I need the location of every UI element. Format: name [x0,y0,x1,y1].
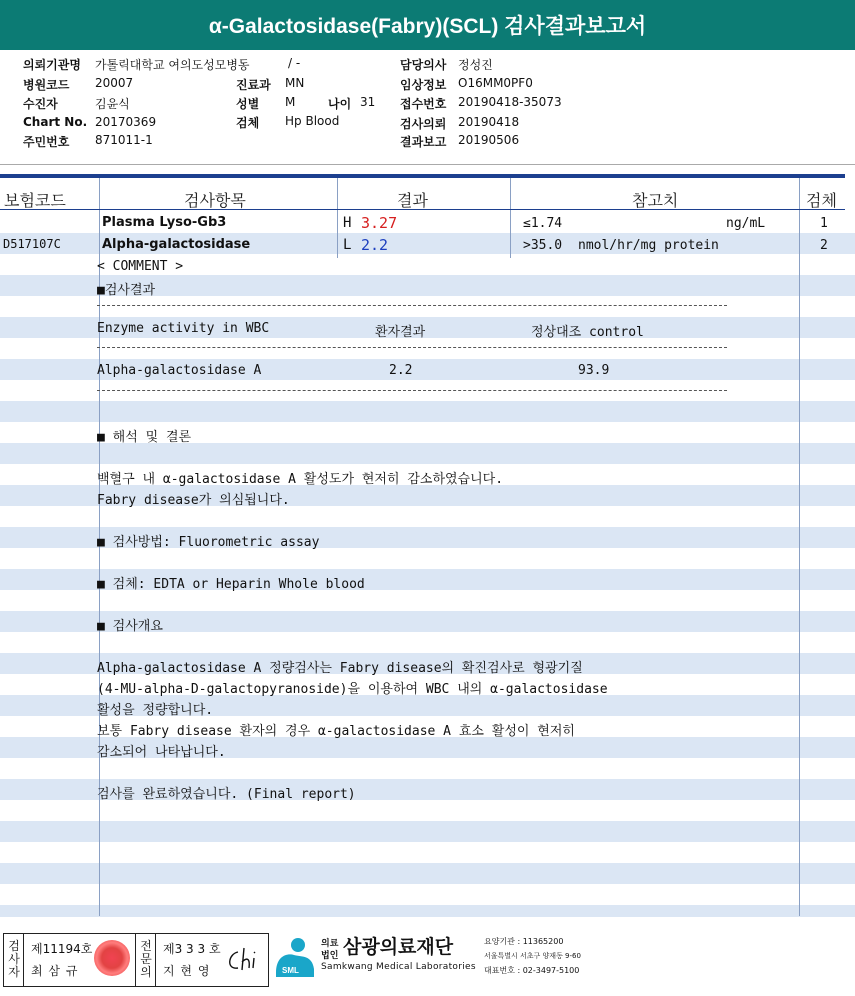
col-divider [337,178,338,258]
clinical-value: O16MM0PF0 [458,76,533,90]
header-item: 검사항목 [184,191,246,210]
doctor-label: 담당의사 [400,58,447,72]
org-name-en: Samkwang Medical Laboratories [321,962,476,972]
result-title: ■검사결과 [97,283,156,298]
org-name: 삼광의료재단 [343,936,454,958]
result-value: 3.27 [361,214,398,232]
method-line: ■ 검사방법: Fluorometric assay [97,535,320,550]
ward-value: / - [288,56,301,70]
overview-line: 감소되어 나타납니다. [97,745,226,760]
overview-line: 보통 Fabry disease 환자의 경우 α-galactosidase A 효소 활성이 현저히 [97,724,575,739]
table-top-rule [0,174,845,178]
org-phone: 대표번호 : 02-3497-5100 [484,966,580,975]
sex-label: 성별 [236,97,260,111]
dept-value: MN [285,76,305,90]
interp-line: Fabry disease가 의심됩니다. [97,493,290,508]
header-rule [0,209,845,210]
header-code: 보험코드 [4,191,66,210]
inspector-name: 최 삼 규 [31,964,79,978]
specimen-label: 검체 [236,116,260,130]
header-result: 결과 [397,191,428,210]
request-value: 20190418 [458,115,520,129]
ref-unit: ng/mL [726,216,766,231]
col-divider [799,178,800,916]
hospital-code-value: 20007 [95,76,134,90]
specimen-value: Hp Blood [285,114,340,128]
chart-value: 20170369 [95,115,157,129]
result-flag: L [343,237,352,253]
doctor-value: 정성진 [458,58,493,72]
specialist-label: 전 문 의 [140,939,152,979]
item-name: Alpha-galactosidase [102,237,251,252]
ssn-value: 871011-1 [95,133,153,147]
logo-text: SML [282,966,299,975]
institution-value: 가톨릭대학교 여의도성모병동 [95,58,250,72]
dashed-rule [97,390,727,391]
org-address: 서울특별시 서초구 양재동 9-60 [484,952,581,960]
stamp-icon [94,940,130,976]
enzyme-row-control: 93.9 [578,363,610,378]
examinee-label: 수진자 [23,97,58,111]
report-value: 20190506 [458,133,520,147]
receipt-label: 접수번호 [400,97,447,111]
overview-line: (4-MU-alpha-D-galactopyranoside)을 이용하여 WBC 내의 α-galactosidase [97,682,608,697]
overview-line: 활성을 정량합니다. [97,703,214,718]
sex-value: M [285,95,296,109]
interp-title: ■ 해석 및 결론 [97,430,192,445]
request-label: 검사의뢰 [400,117,447,131]
institution-label: 의뢰기관명 [23,58,81,72]
interp-line: 백혈구 내 α-galactosidase A 활성도가 현저히 감소하였습니다. [97,472,504,487]
ref-unit: nmol/hr/mg protein [578,238,719,253]
enzyme-row-name: Alpha-galactosidase A [97,363,262,378]
divider [0,164,855,165]
examinee-value: 김윤식 [95,97,130,111]
ssn-label: 주민번호 [23,135,70,149]
chart-label: Chart No. [23,115,88,129]
enzyme-row-patient: 2.2 [389,363,413,378]
col-enzyme: Enzyme activity in WBC [97,321,270,336]
sml-logo-icon [272,933,316,977]
age-value: 31 [360,95,376,109]
specimen-no: 2 [820,238,828,253]
header-specimen: 검체 [806,191,837,210]
col-patient: 환자결과 [375,325,426,340]
col-divider [510,178,511,258]
inspector-no: 제11194호 [31,942,93,956]
dashed-rule [97,347,727,348]
signature-box [3,933,269,987]
clinical-label: 임상정보 [400,78,447,92]
final-line: 검사를 완료하였습니다. (Final report) [97,787,356,802]
comment-header: < COMMENT > [97,259,184,274]
item-name: Plasma Lyso-Gb3 [102,215,227,230]
dept-label: 진료과 [236,78,271,92]
org-type: 의료 [321,939,339,949]
overview-title: ■ 검사개요 [97,619,163,634]
report-label: 결과보고 [400,135,447,149]
inspector-label: 검 사 자 [8,939,20,979]
insurance-code: D517107C [3,237,61,251]
org-type: 법인 [321,951,339,961]
age-label: 나이 [328,97,352,111]
hospital-code-label: 병원코드 [23,78,70,92]
overview-line: Alpha-galactosidase A 정량검사는 Fabry disease의 확진검사로 형광기질 [97,661,583,676]
dashed-rule [97,305,727,306]
result-value: 2.2 [361,236,389,254]
report-title: α-Galactosidase(Fabry)(SCL) 검사결과보고서 [0,0,855,50]
org-code: 요양기관 : 11365200 [484,937,564,946]
col-control: 정상대조 control [531,325,644,340]
ref-value: >35.0 [523,238,563,253]
specialist-name: 지 현 영 [163,964,211,978]
specimen-line: ■ 검체: EDTA or Heparin Whole blood [97,577,365,592]
specialist-no: 제3 3 3 호 [163,942,221,956]
specimen-no: 1 [820,216,828,231]
header-ref: 참고치 [632,191,679,210]
receipt-value: 20190418-35073 [458,95,562,109]
signature-icon [224,944,264,976]
ref-value: ≤1.74 [523,216,563,231]
result-flag: H [343,215,352,231]
